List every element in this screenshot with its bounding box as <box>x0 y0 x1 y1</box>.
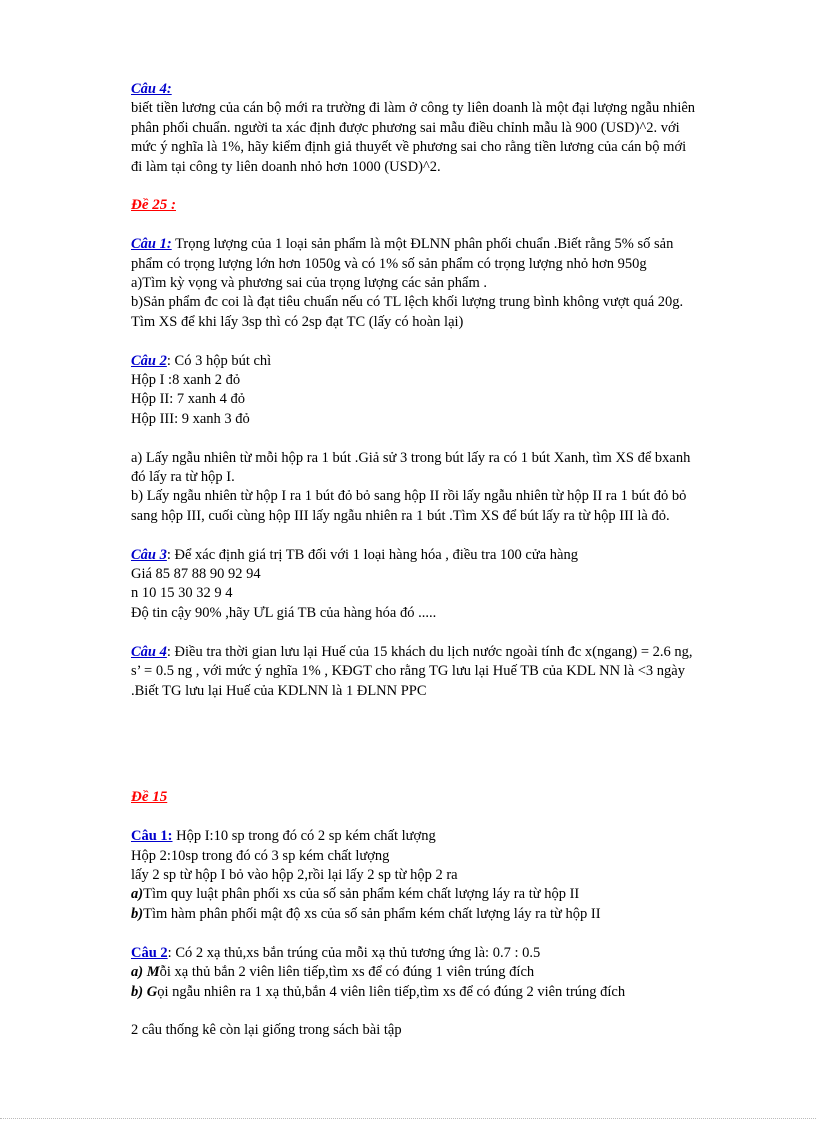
question-line <box>131 235 761 254</box>
question-text: Hộp I:10 sp trong đó có 2 sp kém chất lượng <box>172 828 436 845</box>
closing-note: 2 câu thống kê còn lại giống trong sách bài tập <box>131 1022 402 1039</box>
question-label: Câu 4: <box>131 81 172 97</box>
item-label: a) <box>131 886 144 903</box>
question-line <box>131 827 761 846</box>
text-line <box>131 963 761 982</box>
text-line: Giá 85 87 88 90 92 94 <box>131 566 261 583</box>
exam-heading <box>131 196 761 215</box>
question-line <box>131 643 761 662</box>
text-line: s’ = 0.5 ng , với mức ý nghĩa 1% , KĐGT cho rằng TG lưu lại Huế TB của KDL NN là <3 ngày <box>131 663 685 680</box>
text-line: Hộp 2:10sp trong đó có 3 sp kém chất lượng <box>131 847 390 864</box>
text-line: a) Lấy ngẫu nhiên từ mỗi hộp ra 1 bút .Giả sử 3 trong bút lấy ra có 1 bút Xanh, tìm XS để bxanh <box>131 449 691 466</box>
text-line: Tìm XS để khi lấy 3sp thì có 2sp đạt TC (lấy có hoàn lại) <box>131 313 464 330</box>
text-line: Hộp III: 9 xanh 3 đỏ <box>131 410 250 427</box>
question-label: Câu 1: <box>131 828 173 845</box>
item-label: b) G <box>131 983 158 1000</box>
question-line <box>131 352 761 371</box>
item-label: a) M <box>131 964 160 981</box>
text-line <box>131 983 761 1002</box>
text-line: biết tiền lương của cán bộ mới ra trường đi làm ở công ty liên doanh là một đại lượng ngẫu nhiên <box>131 100 696 117</box>
text-line: mức ý nghĩa là 1%, hãy kiểm định giả thuyết về phương sai cho rằng tiền lương của cán bộ mới <box>131 139 687 156</box>
item-label: b) <box>131 905 144 922</box>
question-text: : Để xác định giá trị TB đối với 1 loại hàng hóa , điều tra 100 cửa hàng <box>166 546 578 563</box>
text-line: Hộp II: 7 xanh 4 đỏ <box>131 391 245 408</box>
document-body <box>131 80 761 1041</box>
text-line: phân phối chuẩn. người ta xác định được phương sai mẫu điều chỉnh mẫu là 900 (USD)^2. với <box>131 119 680 136</box>
question-label: Câu 1: <box>131 236 172 253</box>
exam-title: Đề 25 : <box>131 197 176 214</box>
text-line: sang hộp III, cuối cùng hộp III lấy ngẫu nhiên ra 1 bút .Tìm XS để bút lấy ra từ hộp III là đỏ. <box>131 507 670 524</box>
text-line <box>131 905 761 924</box>
text-line: phẩm có trọng lượng lớn hơn 1050g và có 1% số sản phẩm có trọng lượng nhỏ hơn 950g <box>131 255 647 272</box>
item-text: Tìm quy luật phân phối xs của số sản phẩm kém chất lượng láy ra từ hộp II <box>143 886 580 903</box>
question-line <box>131 944 761 963</box>
question-text: : Có 3 hộp bút chì <box>166 352 272 369</box>
question-label: Câu 2 <box>131 352 167 369</box>
text-line: lấy 2 sp từ hộp I bỏ vào hộp 2,rồi lại lấy 2 sp từ hộp 2 ra <box>131 867 458 884</box>
text-line: Hộp I :8 xanh 2 đỏ <box>131 372 241 389</box>
exam-heading <box>131 788 761 807</box>
text-line: b) Lấy ngẫu nhiên từ hộp I ra 1 bút đỏ bỏ sang hộp II rồi lấy ngẫu nhiên từ hộp II ra 1 bút đỏ bỏ <box>131 488 687 505</box>
exam-title: Đề 15 <box>131 789 168 806</box>
item-text: Tìm hàm phân phối mật độ xs của số sản phẩm kém chất lượng láy ra từ hộp II <box>143 905 601 922</box>
question-line <box>131 546 761 565</box>
text-line: .Biết TG lưu lại Huế của KDLNN là 1 ĐLNN PPC <box>131 682 427 699</box>
item-text: ỗi xạ thủ bắn 2 viên liên tiếp,tìm xs để có đúng 1 viên trúng đích <box>159 964 535 981</box>
question-text: Trọng lượng của 1 loại sản phẩm là một ĐLNN phân phối chuẩn .Biết rằng 5% số sản <box>171 236 674 253</box>
text-line: a)Tìm kỳ vọng và phương sai của trọng lượng các sản phẩm . <box>131 275 488 292</box>
text-line: đi làm tại công ty liên doanh nhỏ hơn 1000 (USD)^2. <box>131 158 441 175</box>
question-text: : Điều tra thời gian lưu lại Huế của 15 khách du lịch nước ngoài tính đc x(ngang) = 2.6 ng, <box>166 643 693 660</box>
page-bottom-border <box>0 1118 816 1119</box>
text-line: Độ tin cậy 90% ,hãy ƯL giá TB của hàng hóa đó ..... <box>131 604 437 621</box>
text-line <box>131 885 761 904</box>
text-line: đó lấy ra từ hộp I. <box>131 469 235 486</box>
question-heading <box>131 80 761 99</box>
item-text: ọi ngẫu nhiên ra 1 xạ thủ,bắn 4 viên liên tiếp,tìm xs để có đúng 2 viên trúng đích <box>157 983 626 1000</box>
text-line: b)Sản phẩm đc coi là đạt tiêu chuẩn nếu có TL lệch khối lượng trung bình không vượt quá 20g. <box>131 294 684 311</box>
question-label: Câu 4 <box>131 643 167 660</box>
question-label: Câu 3 <box>131 546 167 563</box>
question-text: : Có 2 xạ thủ,xs bắn trúng của mỗi xạ thủ tương ứng là: 0.7 : 0.5 <box>167 944 541 961</box>
question-label: Câu 2 <box>131 944 168 961</box>
text-line: n 10 15 30 32 9 4 <box>131 585 233 602</box>
